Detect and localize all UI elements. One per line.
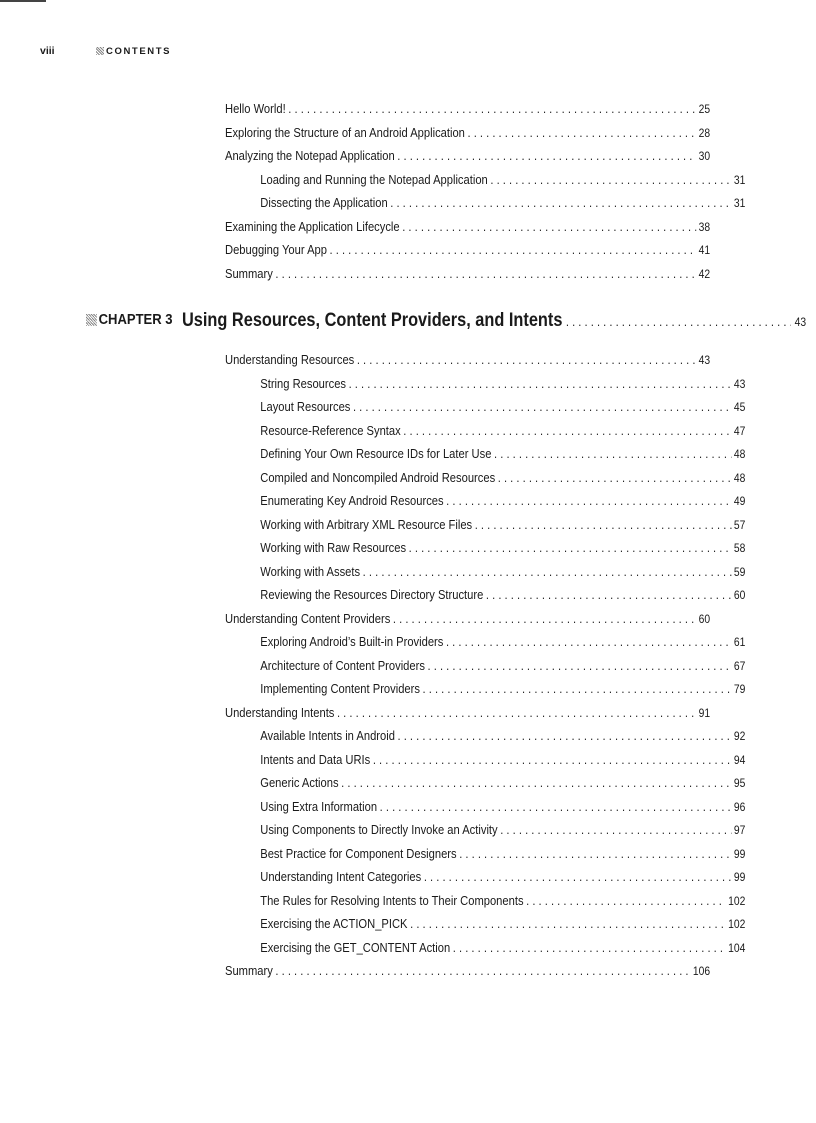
dot-leader xyxy=(486,583,731,607)
dot-leader xyxy=(526,889,725,913)
dot-leader xyxy=(446,489,731,513)
chapter-heading[interactable] xyxy=(86,310,807,340)
toc-entry[interactable] xyxy=(225,513,745,537)
toc-entry-title: Exercising the GET_CONTENT Action xyxy=(260,939,451,955)
chapter-title: Using Resources, Content Providers, and Intents xyxy=(182,310,563,331)
toc-list-chapter-3 xyxy=(225,348,746,983)
dot-leader xyxy=(275,262,696,286)
top-rule xyxy=(0,0,46,2)
toc-entry[interactable] xyxy=(225,466,745,490)
toc-entry-title: Hello World! xyxy=(225,101,286,116)
toc-entry-title: Enumerating Key Android Resources xyxy=(260,493,444,508)
toc-entry[interactable] xyxy=(225,560,745,584)
toc-entry-title: Using Extra Information xyxy=(260,798,378,814)
dot-leader xyxy=(393,607,696,631)
toc-entry-title: Analyzing the Notepad Application xyxy=(225,148,395,163)
toc-entry-title: Compiled and Noncompiled Android Resources xyxy=(260,469,496,485)
dot-leader xyxy=(423,677,732,701)
toc-entry-title: Working with Arbitrary XML Resource Files xyxy=(260,516,473,532)
toc-entry[interactable] xyxy=(225,959,710,983)
toc-entry-title: String Resources xyxy=(260,375,347,391)
toc-entry-page: 45 xyxy=(733,400,746,414)
toc-entry-page: 97 xyxy=(733,823,746,837)
toc-entry[interactable] xyxy=(225,238,710,262)
toc-entry[interactable] xyxy=(225,701,710,725)
toc-entry-page: 31 xyxy=(733,196,746,210)
toc-entry-page: 102 xyxy=(728,917,746,931)
toc-entry-title: Defining Your Own Resource IDs for Later Use xyxy=(260,446,492,461)
dot-leader xyxy=(453,936,726,960)
toc-entry[interactable] xyxy=(225,889,745,913)
toc-entry-page: 102 xyxy=(728,893,746,908)
toc-entry-page: 25 xyxy=(698,102,711,116)
toc-list-chapter-2 xyxy=(225,97,746,285)
dot-leader xyxy=(380,795,732,819)
dot-leader xyxy=(446,630,731,654)
toc-entry[interactable] xyxy=(225,442,745,466)
dot-leader xyxy=(402,215,696,239)
section-marker-icon xyxy=(96,47,104,55)
page-number: viii xyxy=(40,45,55,57)
toc-entry-page: 28 xyxy=(698,125,711,140)
toc-entry-page: 38 xyxy=(698,219,711,234)
toc-entry-title: Understanding Intent Categories xyxy=(260,869,422,884)
dot-leader xyxy=(349,372,732,396)
toc-entry-title: The Rules for Resolving Intents to Their Components xyxy=(260,892,524,908)
chapter-marker-icon xyxy=(86,314,97,326)
toc-entry[interactable] xyxy=(225,348,710,372)
dot-leader xyxy=(403,419,731,443)
toc-entry-page: 43 xyxy=(698,353,711,367)
toc-entry-page: 47 xyxy=(733,423,746,438)
toc-entry[interactable] xyxy=(225,262,710,286)
toc-entry-page: 43 xyxy=(733,376,746,391)
toc-entry-page: 59 xyxy=(733,564,746,579)
toc-entry-page: 99 xyxy=(733,846,746,861)
dot-leader xyxy=(373,748,731,772)
dot-leader xyxy=(459,842,731,866)
toc-entry-page: 61 xyxy=(733,635,746,649)
dot-leader xyxy=(566,314,791,329)
toc-entry[interactable] xyxy=(225,489,745,513)
toc-entry[interactable] xyxy=(225,97,710,121)
toc-entry-title: Architecture of Content Providers xyxy=(260,657,425,673)
toc-entry[interactable] xyxy=(225,842,745,866)
dot-leader xyxy=(410,912,725,936)
toc-entry[interactable] xyxy=(225,771,745,795)
toc-entry[interactable] xyxy=(225,121,710,145)
dot-leader xyxy=(424,865,731,889)
chapter-label xyxy=(86,312,173,328)
toc-entry-title: Loading and Running the Notepad Application xyxy=(260,171,488,187)
toc-entry[interactable] xyxy=(225,795,745,819)
toc-entry[interactable] xyxy=(225,677,745,701)
toc-entry-page: 94 xyxy=(733,752,746,767)
chapter-title-line xyxy=(182,310,806,332)
toc-entry-page: 60 xyxy=(698,611,711,626)
toc-entry-title: Understanding Content Providers xyxy=(225,610,391,626)
toc-entry-title: Generic Actions xyxy=(260,775,339,790)
toc-entry-page: 49 xyxy=(733,494,746,508)
dot-leader xyxy=(428,654,732,678)
dot-leader xyxy=(288,97,696,121)
toc-entry-title: Resource-Reference Syntax xyxy=(260,422,401,438)
dot-leader xyxy=(341,771,731,795)
toc-entry-page: 31 xyxy=(733,172,746,187)
section-title: CONTENTS xyxy=(106,45,172,57)
toc-entry-title: Layout Resources xyxy=(260,399,351,414)
toc-entry[interactable] xyxy=(225,168,745,192)
dot-leader xyxy=(337,701,696,725)
chapter-page: 43 xyxy=(794,315,807,329)
toc-entry-title: Exploring Android’s Built-in Providers xyxy=(260,634,444,649)
toc-entry-page: 104 xyxy=(728,940,746,955)
dot-leader xyxy=(500,818,731,842)
toc-entry-title: Understanding Intents xyxy=(225,704,335,720)
toc-entry-page: 48 xyxy=(733,470,746,485)
dot-leader xyxy=(353,395,731,419)
toc-entry[interactable] xyxy=(225,191,745,215)
dot-leader xyxy=(363,560,732,584)
chapter-number: CHAPTER 3 xyxy=(98,312,173,328)
toc-entry-page: 92 xyxy=(733,729,746,743)
dot-leader xyxy=(494,442,731,466)
toc-entry-page: 30 xyxy=(698,149,711,163)
toc-entry[interactable] xyxy=(225,724,745,748)
toc-entry-page: 58 xyxy=(733,541,746,555)
running-head xyxy=(40,44,171,58)
toc-entry[interactable] xyxy=(225,936,745,960)
dot-leader xyxy=(397,144,696,168)
toc-entry[interactable] xyxy=(225,912,745,936)
toc-entry[interactable] xyxy=(225,583,745,607)
dot-leader xyxy=(357,348,696,372)
toc-entry[interactable] xyxy=(225,536,745,560)
toc-entry[interactable] xyxy=(225,372,745,396)
dot-leader xyxy=(475,513,732,537)
toc-entry[interactable] xyxy=(225,865,745,889)
dot-leader xyxy=(398,724,732,748)
toc-entry-title: Exploring the Structure of an Android Application xyxy=(225,124,465,140)
toc-entry-title: Best Practice for Component Designers xyxy=(260,845,457,861)
toc-entry-page: 57 xyxy=(733,517,746,532)
toc-entry-title: Exercising the ACTION_PICK xyxy=(260,916,408,931)
toc-entry-page: 106 xyxy=(692,964,711,978)
toc-entry-title: Implementing Content Providers xyxy=(260,681,420,696)
toc-entry[interactable] xyxy=(225,144,710,168)
toc-entry-title: Intents and Data URIs xyxy=(260,751,371,767)
dot-leader xyxy=(467,121,696,145)
toc-entry-title: Dissecting the Application xyxy=(260,195,388,210)
toc-entry-page: 79 xyxy=(733,682,746,696)
toc-entry-page: 91 xyxy=(698,705,711,720)
toc-entry-page: 99 xyxy=(733,870,746,884)
toc-entry-title: Available Intents in Android xyxy=(260,728,395,743)
toc-entry[interactable] xyxy=(225,748,745,772)
toc-entry-page: 41 xyxy=(698,243,711,257)
toc-entry-title: Working with Raw Resources xyxy=(260,540,407,555)
toc-entry[interactable] xyxy=(225,630,745,654)
toc-entry-title: Debugging Your App xyxy=(225,242,327,257)
dot-leader xyxy=(409,536,732,560)
toc-entry-title: Summary xyxy=(225,265,273,281)
toc-entry[interactable] xyxy=(225,419,745,443)
dot-leader xyxy=(498,466,732,490)
dot-leader xyxy=(275,959,690,983)
toc-entry[interactable] xyxy=(225,395,745,419)
toc-entry-title: Understanding Resources xyxy=(225,352,355,367)
dot-leader xyxy=(490,168,731,192)
toc-entry[interactable] xyxy=(225,654,745,678)
dot-leader xyxy=(390,191,731,215)
toc-entry[interactable] xyxy=(225,607,710,631)
toc-entry-title: Working with Assets xyxy=(260,563,361,579)
toc-entry[interactable] xyxy=(225,818,745,842)
toc-entry-title: Using Components to Directly Invoke an Activity xyxy=(260,822,498,837)
toc-entry-page: 95 xyxy=(733,776,746,790)
toc-entry[interactable] xyxy=(225,215,710,239)
toc-entry-title: Examining the Application Lifecycle xyxy=(225,218,400,234)
toc-entry-page: 60 xyxy=(733,588,746,602)
toc-entry-page: 96 xyxy=(733,799,746,814)
toc-entry-page: 67 xyxy=(733,658,746,673)
toc-entry-page: 48 xyxy=(733,447,746,461)
dot-leader xyxy=(330,238,696,262)
toc-entry-page: 42 xyxy=(698,266,711,281)
toc-entry-title: Reviewing the Resources Directory Structure xyxy=(260,587,484,602)
toc-entry-title: Summary xyxy=(225,963,273,978)
